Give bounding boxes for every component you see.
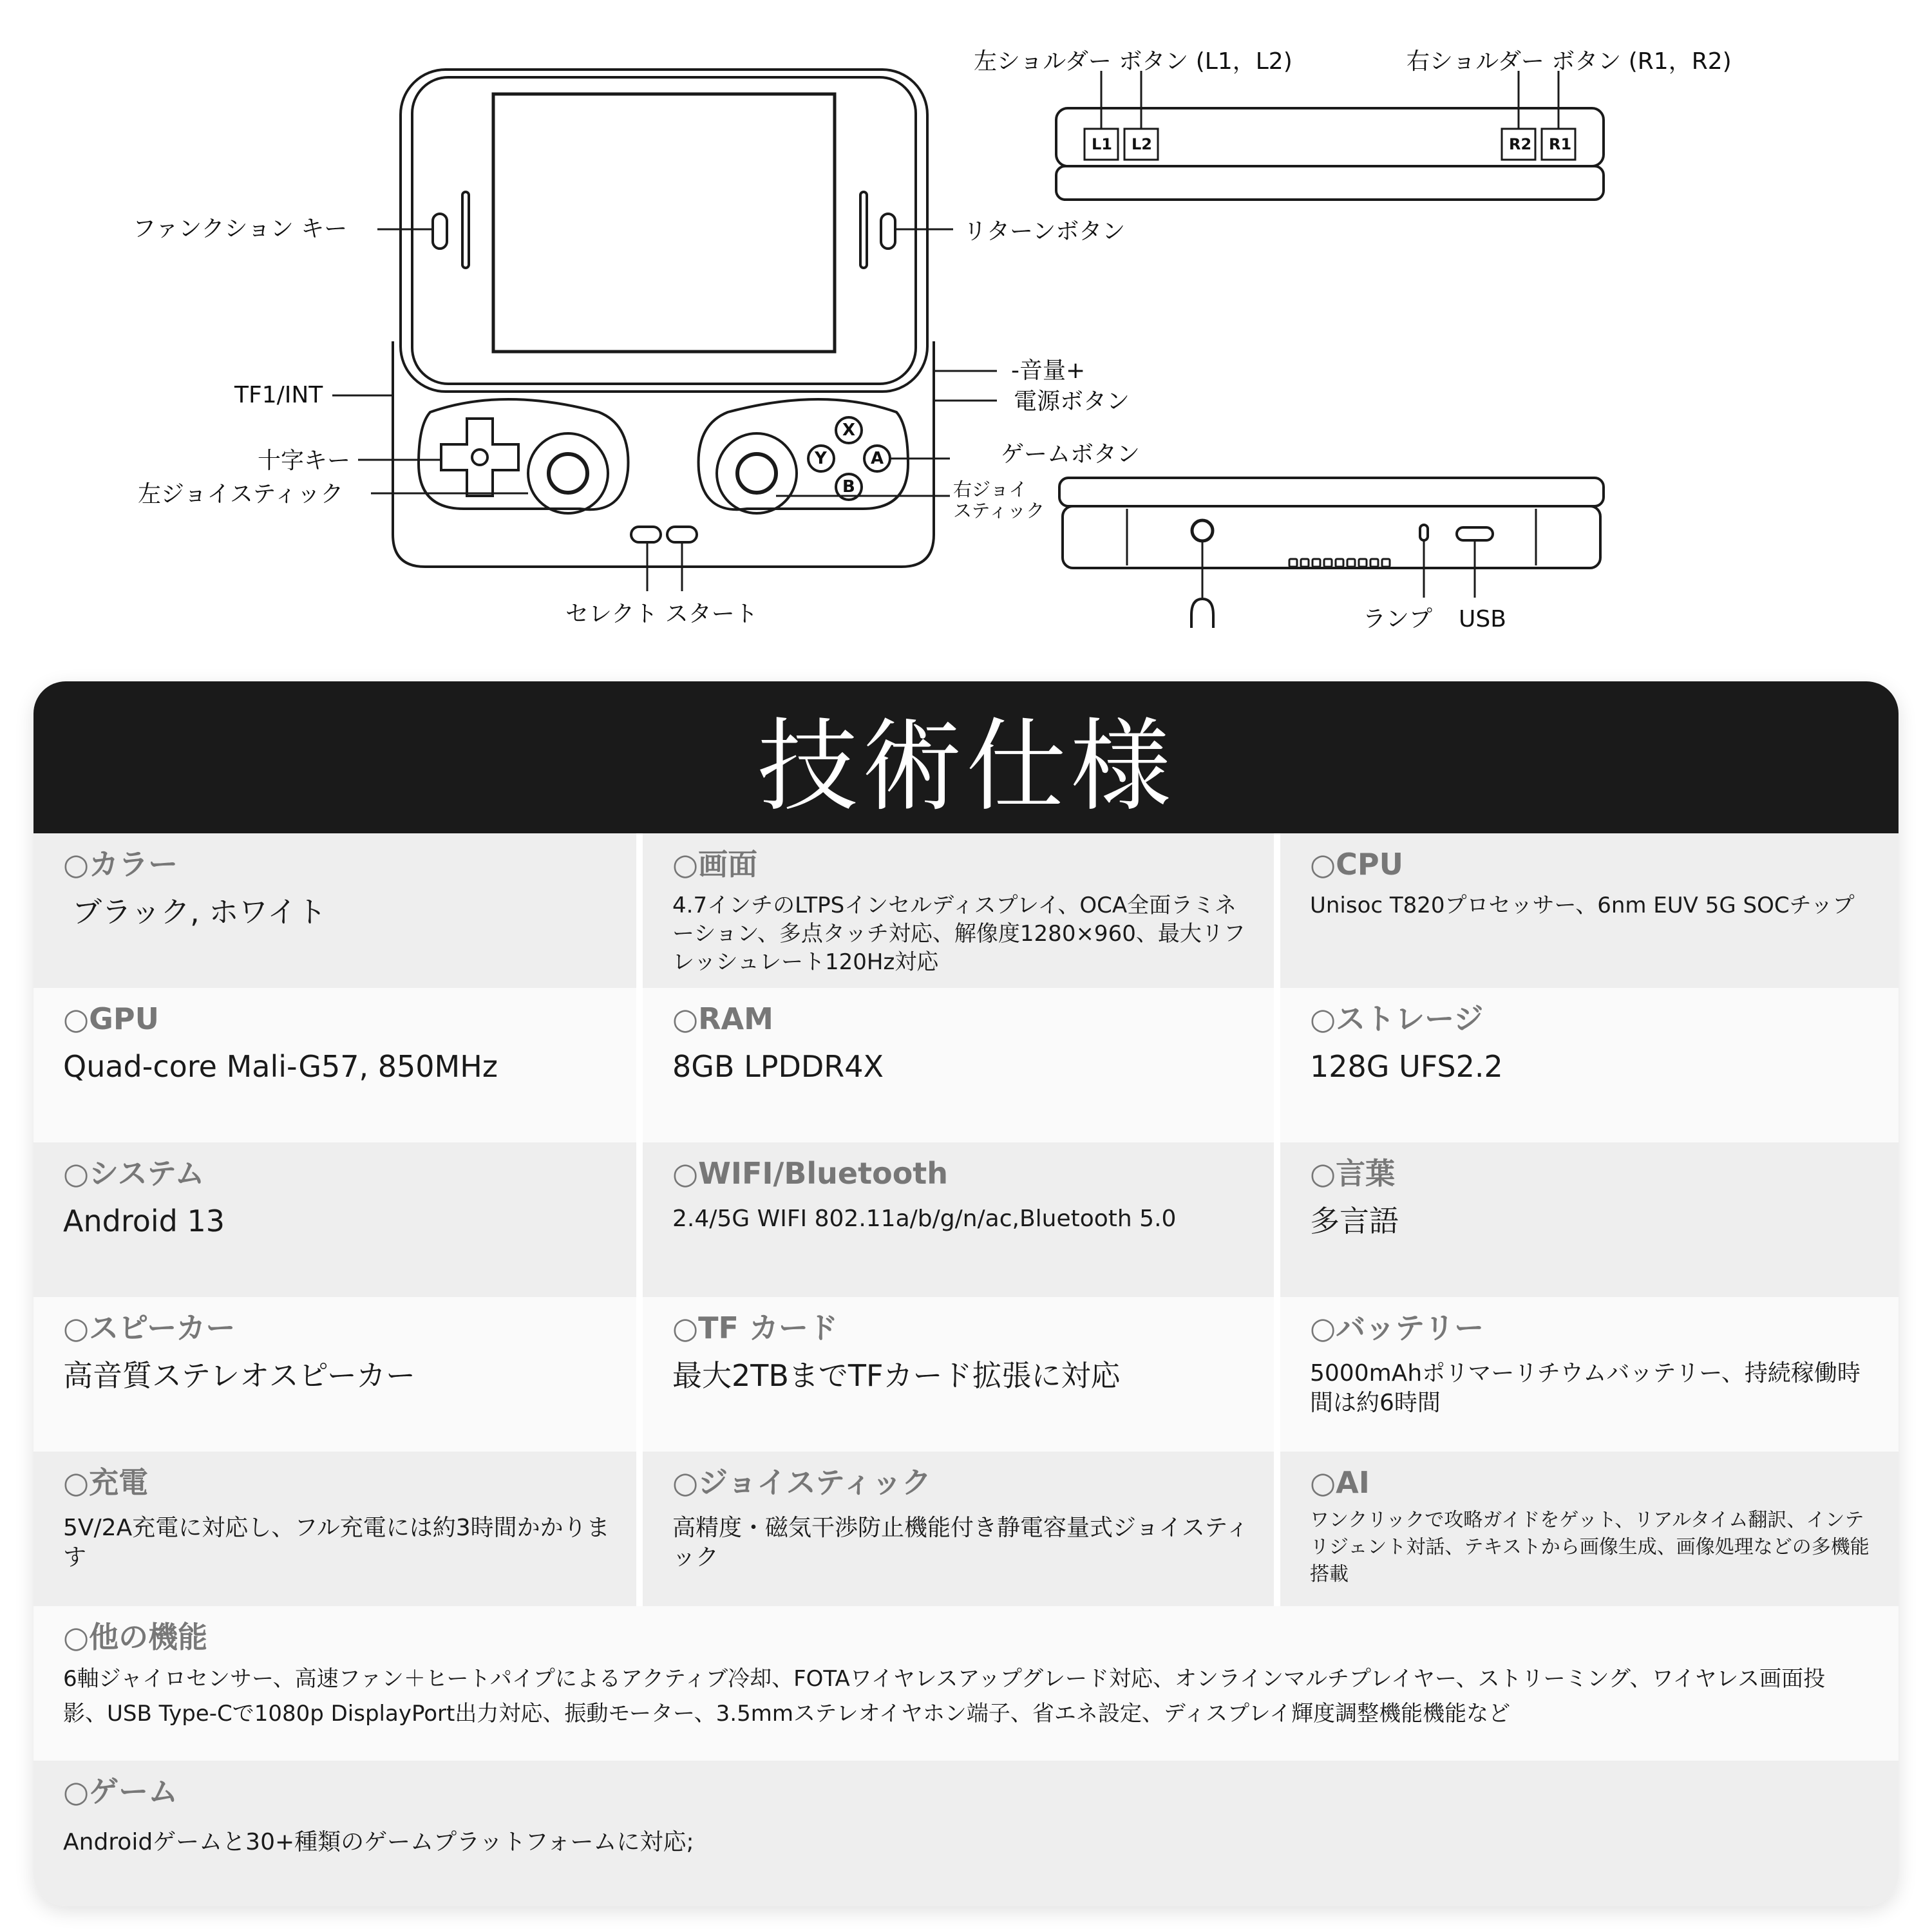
- r2-key: R2: [1509, 135, 1532, 153]
- spec-label: ○AI: [1310, 1465, 1370, 1500]
- tf-int-label: TF1/INT: [234, 382, 323, 408]
- spec-row-other: [33, 1606, 1899, 1761]
- function-key-label: ファンクション キー: [133, 216, 348, 242]
- r1-key: R1: [1549, 135, 1572, 153]
- select-start-label: セレクト スタート: [565, 601, 758, 627]
- spec-label: ○システム: [63, 1156, 205, 1191]
- right-stick-label: 右ジョイ スティック: [953, 478, 1045, 522]
- spec-cell-screen: [643, 833, 1274, 988]
- spec-label: ○バッテリー: [1310, 1311, 1484, 1345]
- spec-cell-gpu: [33, 988, 636, 1142]
- spec-row: [33, 988, 1899, 1142]
- spec-title: 技術仕様: [33, 681, 1899, 833]
- device-diagram: [0, 0, 1932, 650]
- spec-row-games: [33, 1761, 1899, 1906]
- volume-label: -音量+: [1011, 357, 1086, 384]
- lamp-label: ランプ: [1363, 606, 1433, 632]
- bottom-view: [1059, 478, 1604, 628]
- spec-cell-battery: [1280, 1297, 1899, 1452]
- spec-value: 多言語: [1310, 1204, 1399, 1238]
- spec-value: 高音質ステレオスピーカー: [63, 1358, 415, 1393]
- l1-key: L1: [1092, 135, 1112, 153]
- spec-label: ○画面: [672, 847, 758, 882]
- spec-label: ○TF カード: [672, 1311, 838, 1345]
- left-shoulder-label: 左ショルダー ボタン (L1，L2): [974, 48, 1293, 75]
- top-view: [1056, 108, 1604, 200]
- spec-value: 最大2TBまでTFカード拡張に対応: [672, 1358, 1121, 1393]
- dpad-label: 十字キー: [258, 448, 351, 474]
- spec-cell-other: [33, 1606, 1899, 1761]
- spec-cell-tf-card: [643, 1297, 1274, 1452]
- spec-value: 高精度・磁気干渉防止機能付き静電容量式ジョイスティック: [672, 1515, 1249, 1571]
- spec-cell-ram: [643, 988, 1274, 1142]
- spec-label: ○ジョイスティック: [672, 1465, 932, 1500]
- spec-value: ワンクリックで攻略ガイドをゲット、リアルタイム翻訳、インテリジェント対話、テキストから画像生成、画像処理などの多機能搭載: [1310, 1509, 1870, 1586]
- spec-row: [33, 1142, 1899, 1297]
- spec-cell-charging: [33, 1452, 636, 1606]
- device-drawing: [0, 0, 1932, 650]
- spec-cell-ai: [1280, 1452, 1899, 1606]
- a-button: A: [871, 449, 884, 468]
- headphone-icon: [1191, 599, 1213, 628]
- spec-value: 6軸ジャイロセンサー、高速ファン＋ヒートパイプによるアクティブ冷却、FOTAワイヤレスアップグレード対応、オンラインマルチプレイヤー、ストリーミング、ワイヤレス画面投影、USB Type-Cで1080p DisplayPort出力対応、振動モーター、3.5mmステレオイヤホン端子、省エネ設定、ディスプレイ輝度調整機能機能など: [63, 1666, 1826, 1727]
- spec-value: ブラック, ホワイト: [72, 895, 327, 929]
- right-shoulder-label: 右ショルダー ボタン (R1，R2): [1406, 48, 1732, 75]
- spec-cell-storage: [1280, 988, 1899, 1142]
- spec-value: 4.7インチのLTPSインセルディスプレイ、OCA全面ラミネーション、多点タッチ対応、解像度1280×960、最大リフレッシュレート120Hz対応: [672, 893, 1245, 975]
- spec-row: [33, 1297, 1899, 1452]
- spec-value: 5V/2A充電に対応し、フル充電には約3時間かかります: [63, 1515, 610, 1571]
- spec-cell-speaker: [33, 1297, 636, 1452]
- usb-label: USB: [1459, 606, 1506, 632]
- return-button-label: リターンボタン: [963, 218, 1126, 245]
- spec-cell-system: [33, 1142, 636, 1297]
- spec-label: ○RAM: [672, 1001, 773, 1036]
- spec-cell-wireless: [643, 1142, 1274, 1297]
- spec-label: ○CPU: [1310, 847, 1403, 882]
- spec-label: ○GPU: [63, 1001, 159, 1036]
- spec-cell-joystick: [643, 1452, 1274, 1606]
- spec-value: 8GB LPDDR4X: [672, 1049, 884, 1084]
- spec-label: ○WIFI/Bluetooth: [672, 1156, 949, 1191]
- spec-label: ○カラー: [63, 847, 178, 882]
- spec-cell-cpu: [1280, 833, 1899, 988]
- spec-row: [33, 1452, 1899, 1606]
- spec-label: ○他の機能: [63, 1620, 208, 1654]
- spec-value: 2.4/5G WIFI 802.11a/b/g/n/ac,Bluetooth 5.0: [672, 1206, 1177, 1232]
- x-button: X: [842, 421, 856, 440]
- game-buttons-label: ゲームボタン: [1001, 441, 1141, 468]
- spec-row: [33, 833, 1899, 988]
- spec-value: Android 13: [63, 1204, 225, 1238]
- b-button: B: [842, 477, 855, 497]
- spec-label: ○ストレージ: [1310, 1001, 1484, 1036]
- spec-cell-games: [33, 1761, 1899, 1906]
- spec-cell-language: [1280, 1142, 1899, 1297]
- left-stick-label: 左ジョイスティック: [138, 481, 344, 507]
- l2-key: L2: [1132, 135, 1152, 153]
- spec-value: Quad-core Mali-G57, 850MHz: [63, 1049, 498, 1084]
- spec-label: ○充電: [63, 1465, 149, 1500]
- spec-value: Unisoc T820プロセッサー、6nm EUV 5G SOCチップ: [1310, 893, 1855, 918]
- spec-cell-color: [33, 833, 636, 988]
- spec-value: 5000mAhポリマーリチウムバッテリー、持続稼働時間は約6時間: [1310, 1360, 1861, 1416]
- spec-value: 128G UFS2.2: [1310, 1049, 1503, 1084]
- spec-label: ○言葉: [1310, 1156, 1396, 1191]
- power-button-label: 電源ボタン: [1014, 388, 1130, 415]
- spec-label: ○ゲーム: [63, 1774, 178, 1809]
- spec-panel: [33, 681, 1899, 1906]
- spec-label: ○スピーカー: [63, 1311, 236, 1345]
- y-button: Y: [815, 449, 827, 468]
- spec-value: Androidゲームと30+種類のゲームプラットフォームに対応;: [63, 1829, 694, 1855]
